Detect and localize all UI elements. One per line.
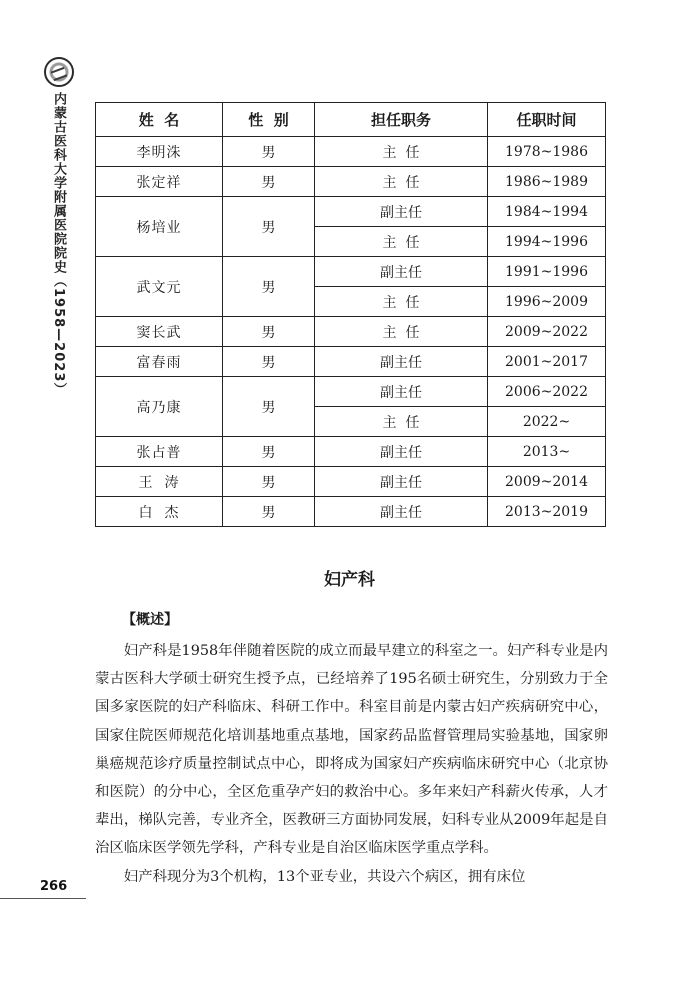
cell-gender: 男 <box>223 467 315 497</box>
cell-name: 李明洙 <box>96 137 223 167</box>
cell-role: 主 任 <box>315 227 488 257</box>
table-body <box>96 137 606 527</box>
cell-gender: 男 <box>223 137 315 167</box>
table-row <box>96 437 606 467</box>
cell-role: 主 任 <box>315 167 488 197</box>
table-row <box>96 197 606 227</box>
running-title: 内蒙古医科大学附属医院院史（1958—2023） <box>51 92 66 397</box>
cell-period: 2022~ <box>488 407 606 437</box>
cell-name: 白 杰 <box>96 497 223 527</box>
table-row <box>96 467 606 497</box>
table-row <box>96 377 606 407</box>
staff-table <box>95 102 606 527</box>
column-header-role: 担任职务 <box>315 103 488 137</box>
cell-period: 2009~2022 <box>488 317 606 347</box>
table-row <box>96 317 606 347</box>
cell-role: 副主任 <box>315 347 488 377</box>
paragraph-2: 妇产科现分为3个机构，13个亚专业，共设六个病区，拥有床位 <box>123 868 526 885</box>
body-text <box>95 637 608 891</box>
page-number: 266 <box>40 879 68 894</box>
cell-gender: 男 <box>223 347 315 377</box>
cell-period: 1994~1996 <box>488 227 606 257</box>
cell-gender: 男 <box>223 377 315 437</box>
cell-period: 2013~ <box>488 437 606 467</box>
column-header-name: 姓 名 <box>96 103 223 137</box>
cell-role: 副主任 <box>315 497 488 527</box>
cell-name: 王 涛 <box>96 467 223 497</box>
cell-period: 1984~1994 <box>488 197 606 227</box>
cell-role: 副主任 <box>315 197 488 227</box>
cell-role: 主 任 <box>315 317 488 347</box>
cell-role: 副主任 <box>315 257 488 287</box>
cell-role: 主 任 <box>315 287 488 317</box>
column-header-gender: 性 别 <box>223 103 315 137</box>
cell-role: 主 任 <box>315 407 488 437</box>
cell-period: 2001~2017 <box>488 347 606 377</box>
overview-heading: 【概述】 <box>122 612 178 628</box>
paragraph-1: 妇产科是1958年伴随着医院的成立而最早建立的科室之一。妇产科专业是内蒙古医科大学硕士研究生授予点，已经培养了195名硕士研究生，分别致力于全国多家医院的妇产科临床、科研工作中。科室目前是内蒙古妇产疾病研究中心，国家住院医师规范化培训基地重点基地，国家药品监督管理局实验基地，国家卵巢癌规范诊疗质量控制试点中心，即将成为国家妇产疾病临床研究中心（北京协和医院）的分中心，全区危重孕产妇的救治中心。多年来妇产科薪火传承，人才辈出，梯队完善，专业齐全，医教研三方面协同发展，妇科专业从2009年起是自治区临床医学领先学科，产科专业是自治区临床医学重点学科。 <box>95 643 608 857</box>
cell-role: 副主任 <box>315 467 488 497</box>
table-row <box>96 257 606 287</box>
cell-name: 杨培业 <box>96 197 223 257</box>
cell-name: 张定祥 <box>96 167 223 197</box>
table-row <box>96 497 606 527</box>
cell-name: 富春雨 <box>96 347 223 377</box>
cell-name: 高乃康 <box>96 377 223 437</box>
cell-period: 1991~1996 <box>488 257 606 287</box>
cell-role: 副主任 <box>315 437 488 467</box>
column-header-period: 任职时间 <box>488 103 606 137</box>
hospital-logo-icon <box>44 57 74 87</box>
cell-period: 2006~2022 <box>488 377 606 407</box>
cell-period: 1986~1989 <box>488 167 606 197</box>
cell-gender: 男 <box>223 437 315 467</box>
cell-period: 2013~2019 <box>488 497 606 527</box>
section-title: 妇产科 <box>324 570 375 590</box>
cell-name: 张占普 <box>96 437 223 467</box>
cell-gender: 男 <box>223 197 315 257</box>
cell-name: 窦长武 <box>96 317 223 347</box>
cell-name: 武文元 <box>96 257 223 317</box>
cell-role: 副主任 <box>315 377 488 407</box>
table-row <box>96 137 606 167</box>
table-header-row <box>96 103 606 137</box>
cell-gender: 男 <box>223 317 315 347</box>
cell-period: 1996~2009 <box>488 287 606 317</box>
cell-period: 1978~1986 <box>488 137 606 167</box>
cell-period: 2009~2014 <box>488 467 606 497</box>
footer-divider <box>0 898 86 899</box>
table-row <box>96 347 606 377</box>
cell-gender: 男 <box>223 497 315 527</box>
cell-role: 主 任 <box>315 137 488 167</box>
cell-gender: 男 <box>223 257 315 317</box>
table-row <box>96 167 606 197</box>
cell-gender: 男 <box>223 167 315 197</box>
